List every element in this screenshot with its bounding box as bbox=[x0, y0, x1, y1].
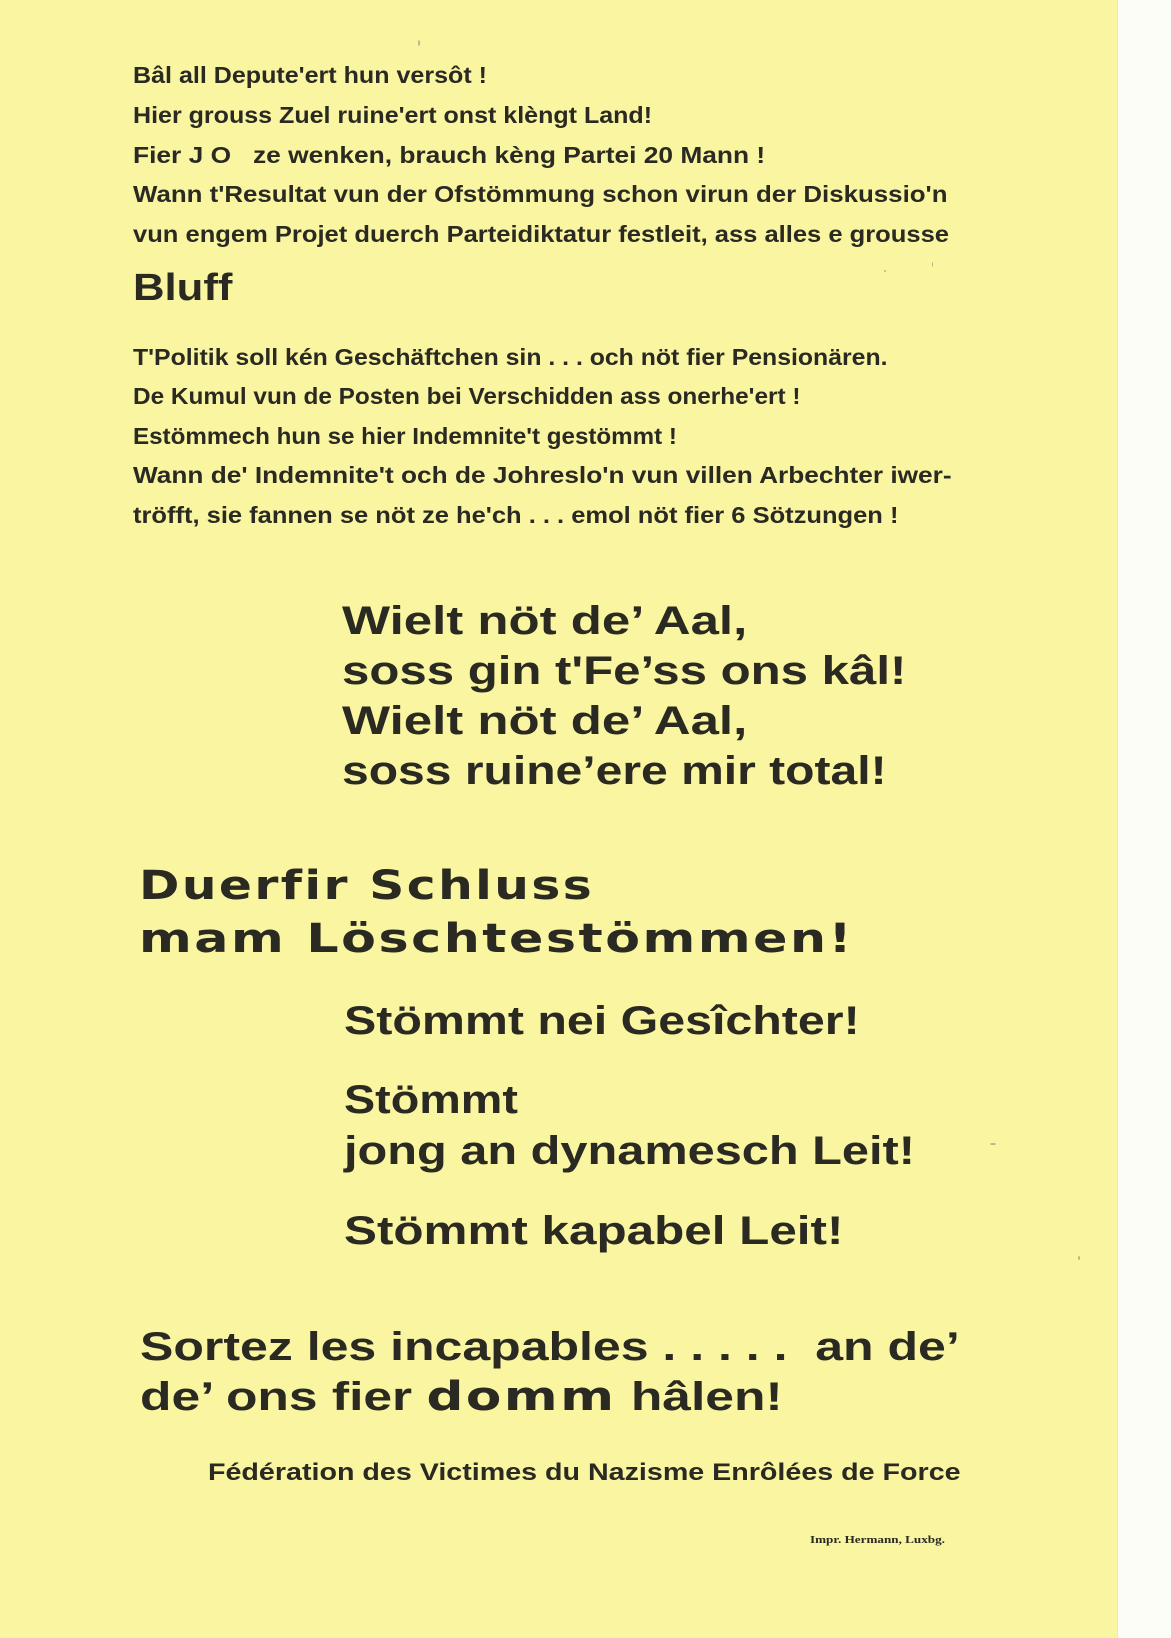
paper-speck bbox=[932, 262, 933, 267]
sortez-text: de’ ons fier bbox=[140, 1375, 427, 1419]
headline-line: mam Löschtestömmen! bbox=[139, 916, 855, 962]
slogan-line: Wielt nöt de’ Aal, bbox=[342, 599, 748, 643]
sortez-text: hâlen! bbox=[616, 1375, 783, 1419]
slogan-line: Wielt nöt de’ Aal, bbox=[342, 699, 748, 743]
slogan-line: soss ruine’ere mir total! bbox=[342, 749, 887, 793]
vote-line: Stömmt kapabel Leit! bbox=[344, 1209, 844, 1253]
domm-word: domm bbox=[426, 1374, 617, 1420]
politics-line: T'Politik soll kén Geschäftchen sin . . . och nöt fier Pensionären. bbox=[133, 344, 888, 370]
vote-line: Stömmt bbox=[344, 1078, 518, 1122]
sortez-line bbox=[140, 1374, 783, 1420]
politics-line: Wann de' Indemnite't och de Johreslo'n vun villen Arbechter iwer- bbox=[133, 462, 952, 488]
paper-speck bbox=[418, 40, 420, 46]
vote-line: jong an dynamesch Leit! bbox=[344, 1129, 915, 1173]
scan-margin bbox=[1117, 0, 1171, 1638]
bluff-word: Bluff bbox=[133, 267, 233, 309]
paper-speck bbox=[1078, 1256, 1080, 1260]
headline-line: Duerfir Schluss bbox=[139, 863, 595, 909]
politics-line: tröfft, sie fannen se nöt ze he'ch . . . emol nöt fier 6 Sötzungen ! bbox=[133, 502, 899, 528]
politics-line: Estömmech hun se hier Indemnite't gestömmt ! bbox=[133, 423, 677, 449]
intro-line: Bâl all Depute'ert hun versôt ! bbox=[133, 62, 487, 88]
vote-line: Stömmt nei Gesîchter! bbox=[344, 999, 860, 1043]
paper-speck bbox=[884, 270, 886, 272]
politics-line: De Kumul vun de Posten bei Verschidden ass onerhe'ert ! bbox=[133, 383, 801, 409]
intro-line: Hier grouss Zuel ruine'ert onst klèngt Land! bbox=[133, 102, 653, 128]
federation-name: Fédération des Victimes du Nazisme Enrôlées de Force bbox=[208, 1459, 961, 1486]
imprint: Impr. Hermann, Luxbg. bbox=[810, 1534, 945, 1546]
sortez-line: Sortez les incapables . . . . . an de’ bbox=[140, 1325, 960, 1369]
intro-line: Wann t'Resultat vun der Ofstömmung schon virun der Diskussio'n bbox=[133, 181, 948, 207]
slogan-line: soss gin t'Fe’ss ons kâl! bbox=[342, 649, 907, 693]
intro-line: vun engem Projet duerch Parteidiktatur festleit, ass alles e grousse bbox=[133, 221, 949, 247]
intro-line: Fier J O ze wenken, brauch kèng Partei 20 Mann ! bbox=[133, 142, 766, 168]
paper-speck bbox=[990, 1143, 996, 1145]
